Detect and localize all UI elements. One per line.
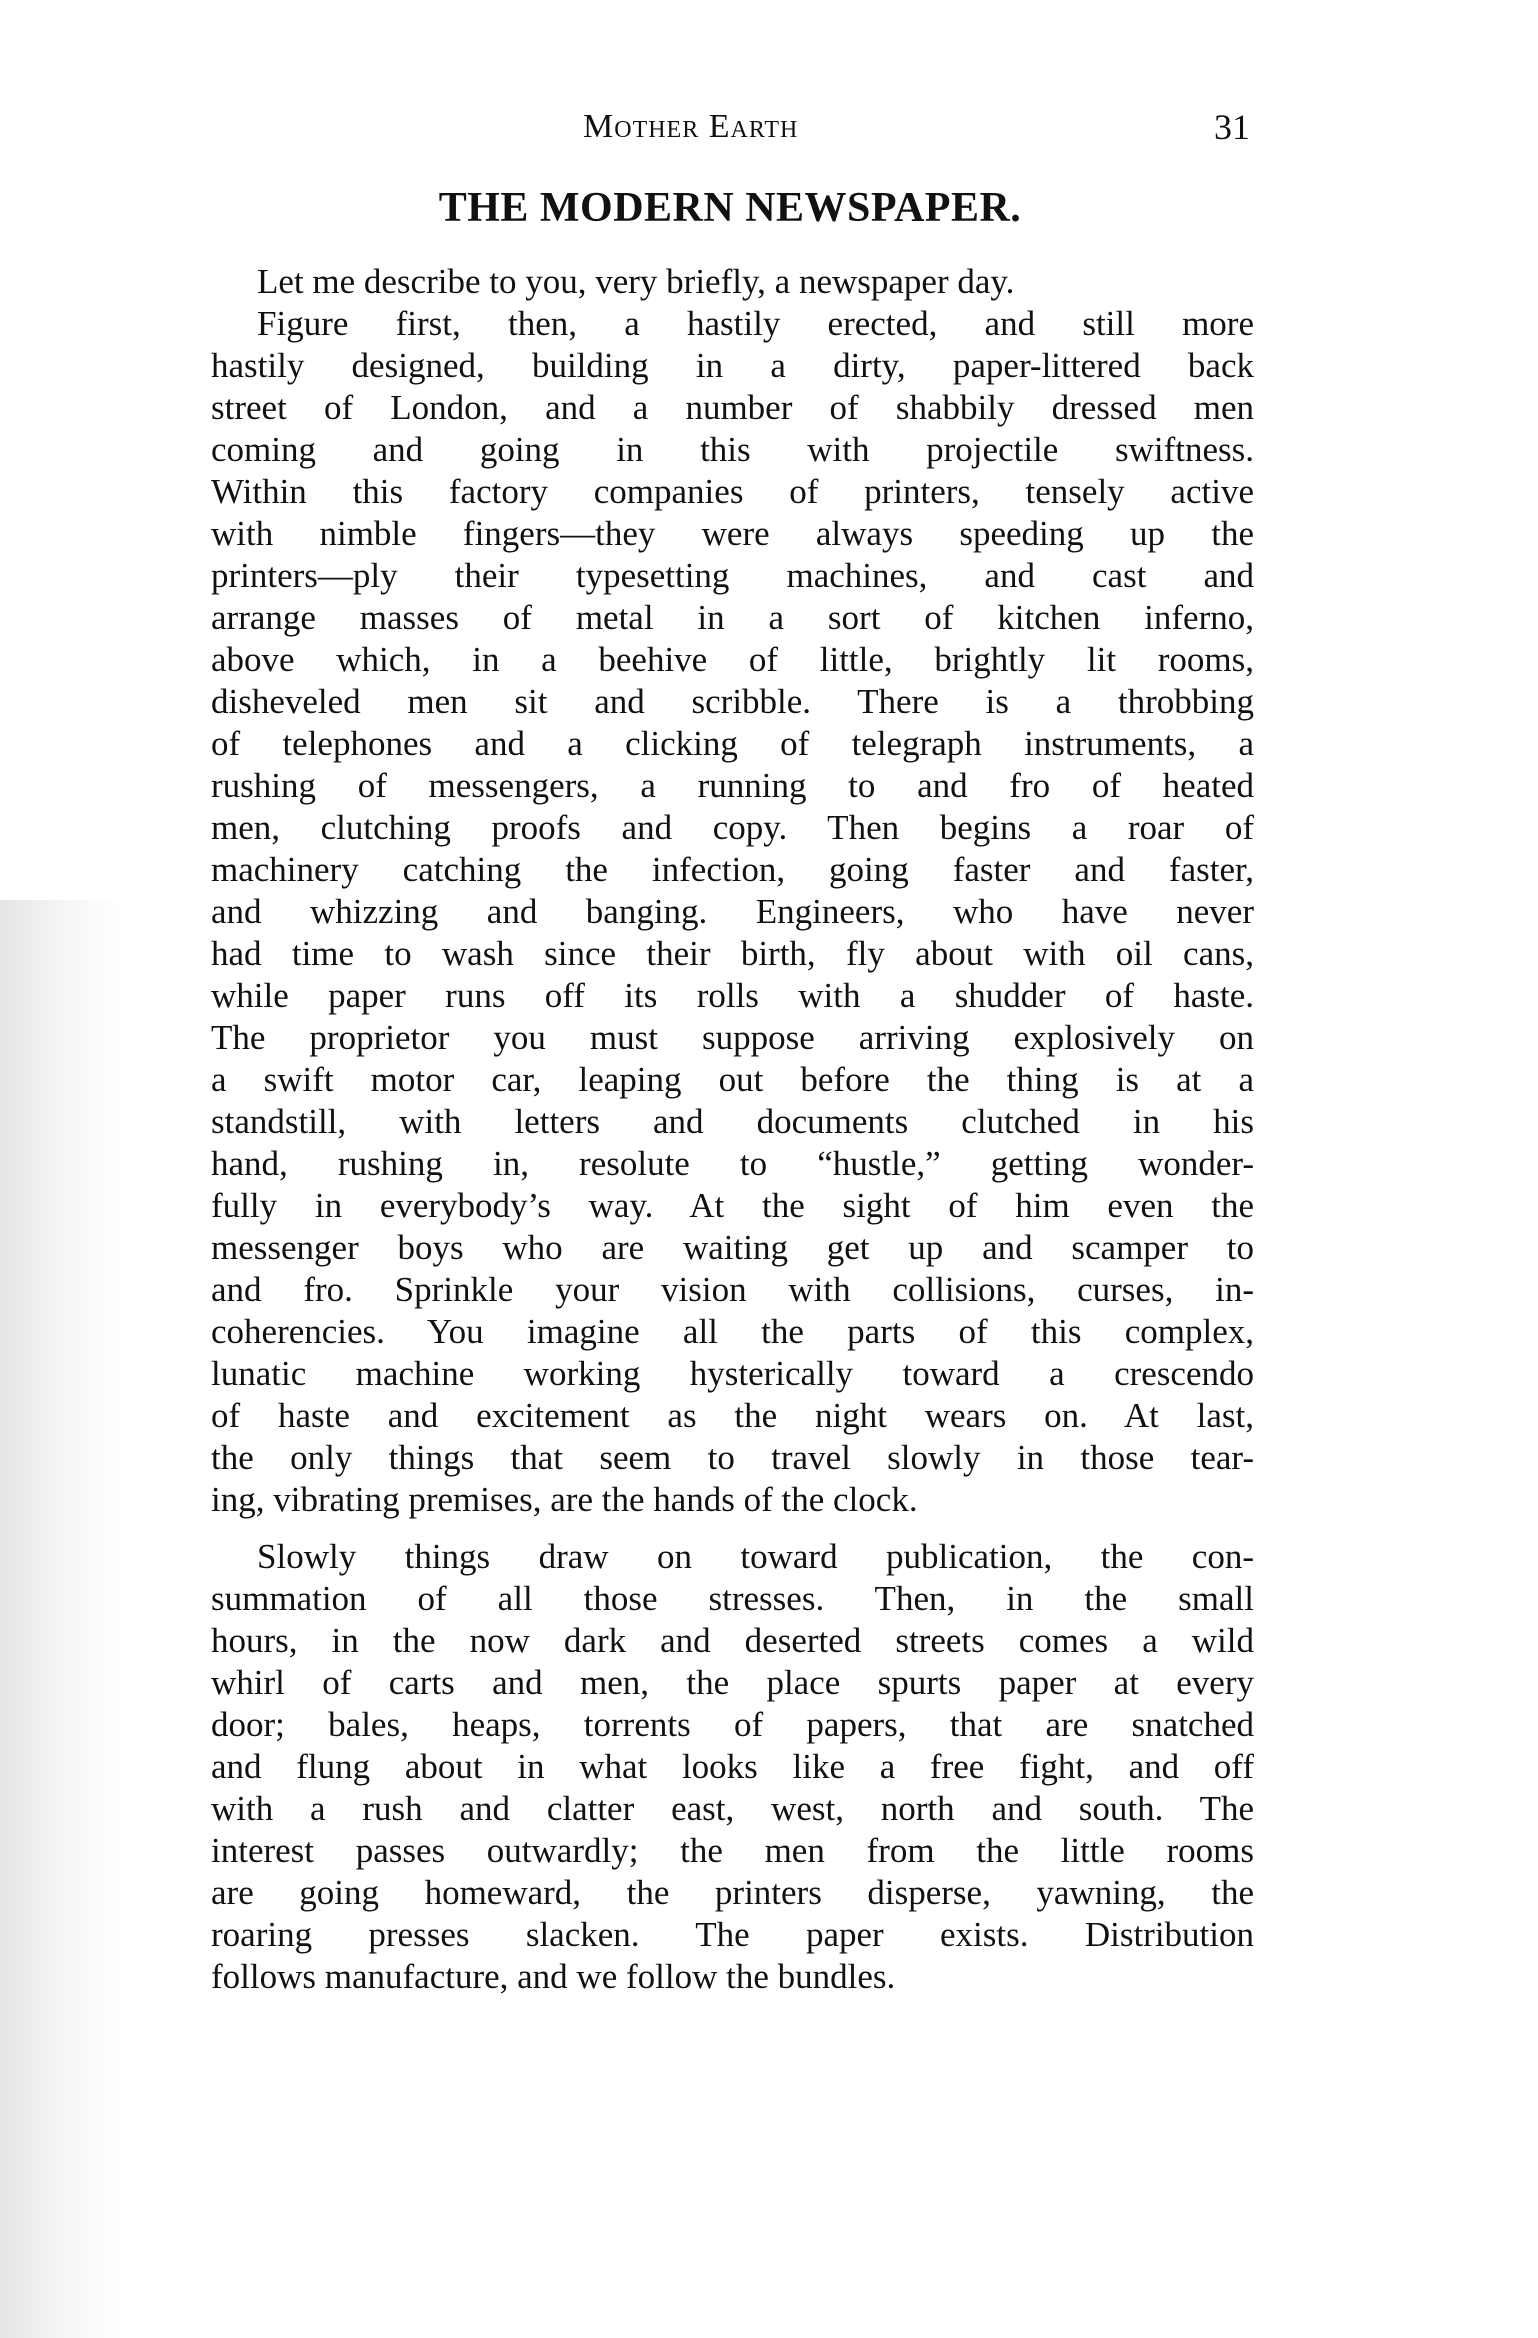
text-line: street of London, and a number of shabbily dressed men (211, 388, 1254, 427)
text-line: Let me describe to you, very briefly, a newspaper day. (257, 262, 1015, 301)
text-line: the only things that seem to travel slowly in those tear- (211, 1438, 1254, 1477)
text-line: with a rush and clatter east, west, north and south. The (211, 1789, 1254, 1828)
text-line: Figure first, then, a hastily erected, and still more (257, 304, 1254, 343)
scan-edge-shading (0, 900, 120, 2338)
text-line: and fro. Sprinkle your vision with collisions, curses, in- (211, 1270, 1254, 1309)
text-line: Slowly things draw on toward publication, the con- (257, 1537, 1254, 1576)
text-line: summation of all those stresses. Then, in the small (211, 1579, 1254, 1618)
text-line: fully in everybody’s way. At the sight of him even the (211, 1186, 1254, 1225)
article-title: THE MODERN NEWSPAPER. (438, 185, 1022, 231)
text-line: with nimble fingers—they were always speeding up the (211, 514, 1254, 553)
text-line: and flung about in what looks like a free fight, and off (211, 1747, 1254, 1786)
text-line: printers—ply their typesetting machines, and cast and (211, 556, 1254, 595)
text-line: of telephones and a clicking of telegraph instruments, a (211, 724, 1254, 763)
text-line: machinery catching the infection, going faster and faster, (211, 850, 1254, 889)
text-line: Within this factory companies of printers, tensely active (211, 472, 1254, 511)
running-head: Mother Earth (583, 108, 799, 145)
text-line: door; bales, heaps, torrents of papers, that are snatched (211, 1705, 1254, 1744)
text-line: ing, vibrating premises, are the hands of the clock. (211, 1480, 918, 1519)
text-line: hastily designed, building in a dirty, paper-littered back (211, 346, 1254, 385)
text-line: rushing of messengers, a running to and fro of heated (211, 766, 1254, 805)
paragraph-2 (211, 1536, 1254, 1998)
text-line: messenger boys who are waiting get up and scamper to (211, 1228, 1254, 1267)
text-line: men, clutching proofs and copy. Then begins a roar of (211, 808, 1254, 847)
text-line: follows manufacture, and we follow the bundles. (211, 1957, 896, 1996)
page-number: 31 (1214, 107, 1250, 147)
text-line: whirl of carts and men, the place spurts paper at every (211, 1663, 1254, 1702)
text-line: The proprietor you must suppose arriving explosively on (211, 1018, 1254, 1057)
text-line: standstill, with letters and documents clutched in his (211, 1102, 1254, 1141)
text-line: interest passes outwardly; the men from the little rooms (211, 1831, 1254, 1870)
text-line: hand, rushing in, resolute to “hustle,” getting wonder- (211, 1144, 1254, 1183)
text-line: hours, in the now dark and deserted streets comes a wild (211, 1621, 1254, 1660)
text-line: while paper runs off its rolls with a shudder of haste. (211, 976, 1254, 1015)
text-line: roaring presses slacken. The paper exists. Distribution (211, 1915, 1254, 1954)
text-line: a swift motor car, leaping out before the thing is at a (211, 1060, 1254, 1099)
text-line: above which, in a beehive of little, brightly lit rooms, (211, 640, 1254, 679)
paragraph-1 (211, 261, 1254, 1521)
text-line: are going homeward, the printers disperse, yawning, the (211, 1873, 1254, 1912)
text-line: coming and going in this with projectile swiftness. (211, 430, 1254, 469)
text-line: arrange masses of metal in a sort of kitchen inferno, (211, 598, 1254, 637)
text-line: disheveled men sit and scribble. There is a throbbing (211, 682, 1254, 721)
text-line: coherencies. You imagine all the parts of this complex, (211, 1312, 1254, 1351)
text-line: and whizzing and banging. Engineers, who have never (211, 892, 1254, 931)
text-line: lunatic machine working hysterically toward a crescendo (211, 1354, 1254, 1393)
text-line: of haste and excitement as the night wears on. At last, (211, 1396, 1254, 1435)
text-line: had time to wash since their birth, fly about with oil cans, (211, 934, 1254, 973)
